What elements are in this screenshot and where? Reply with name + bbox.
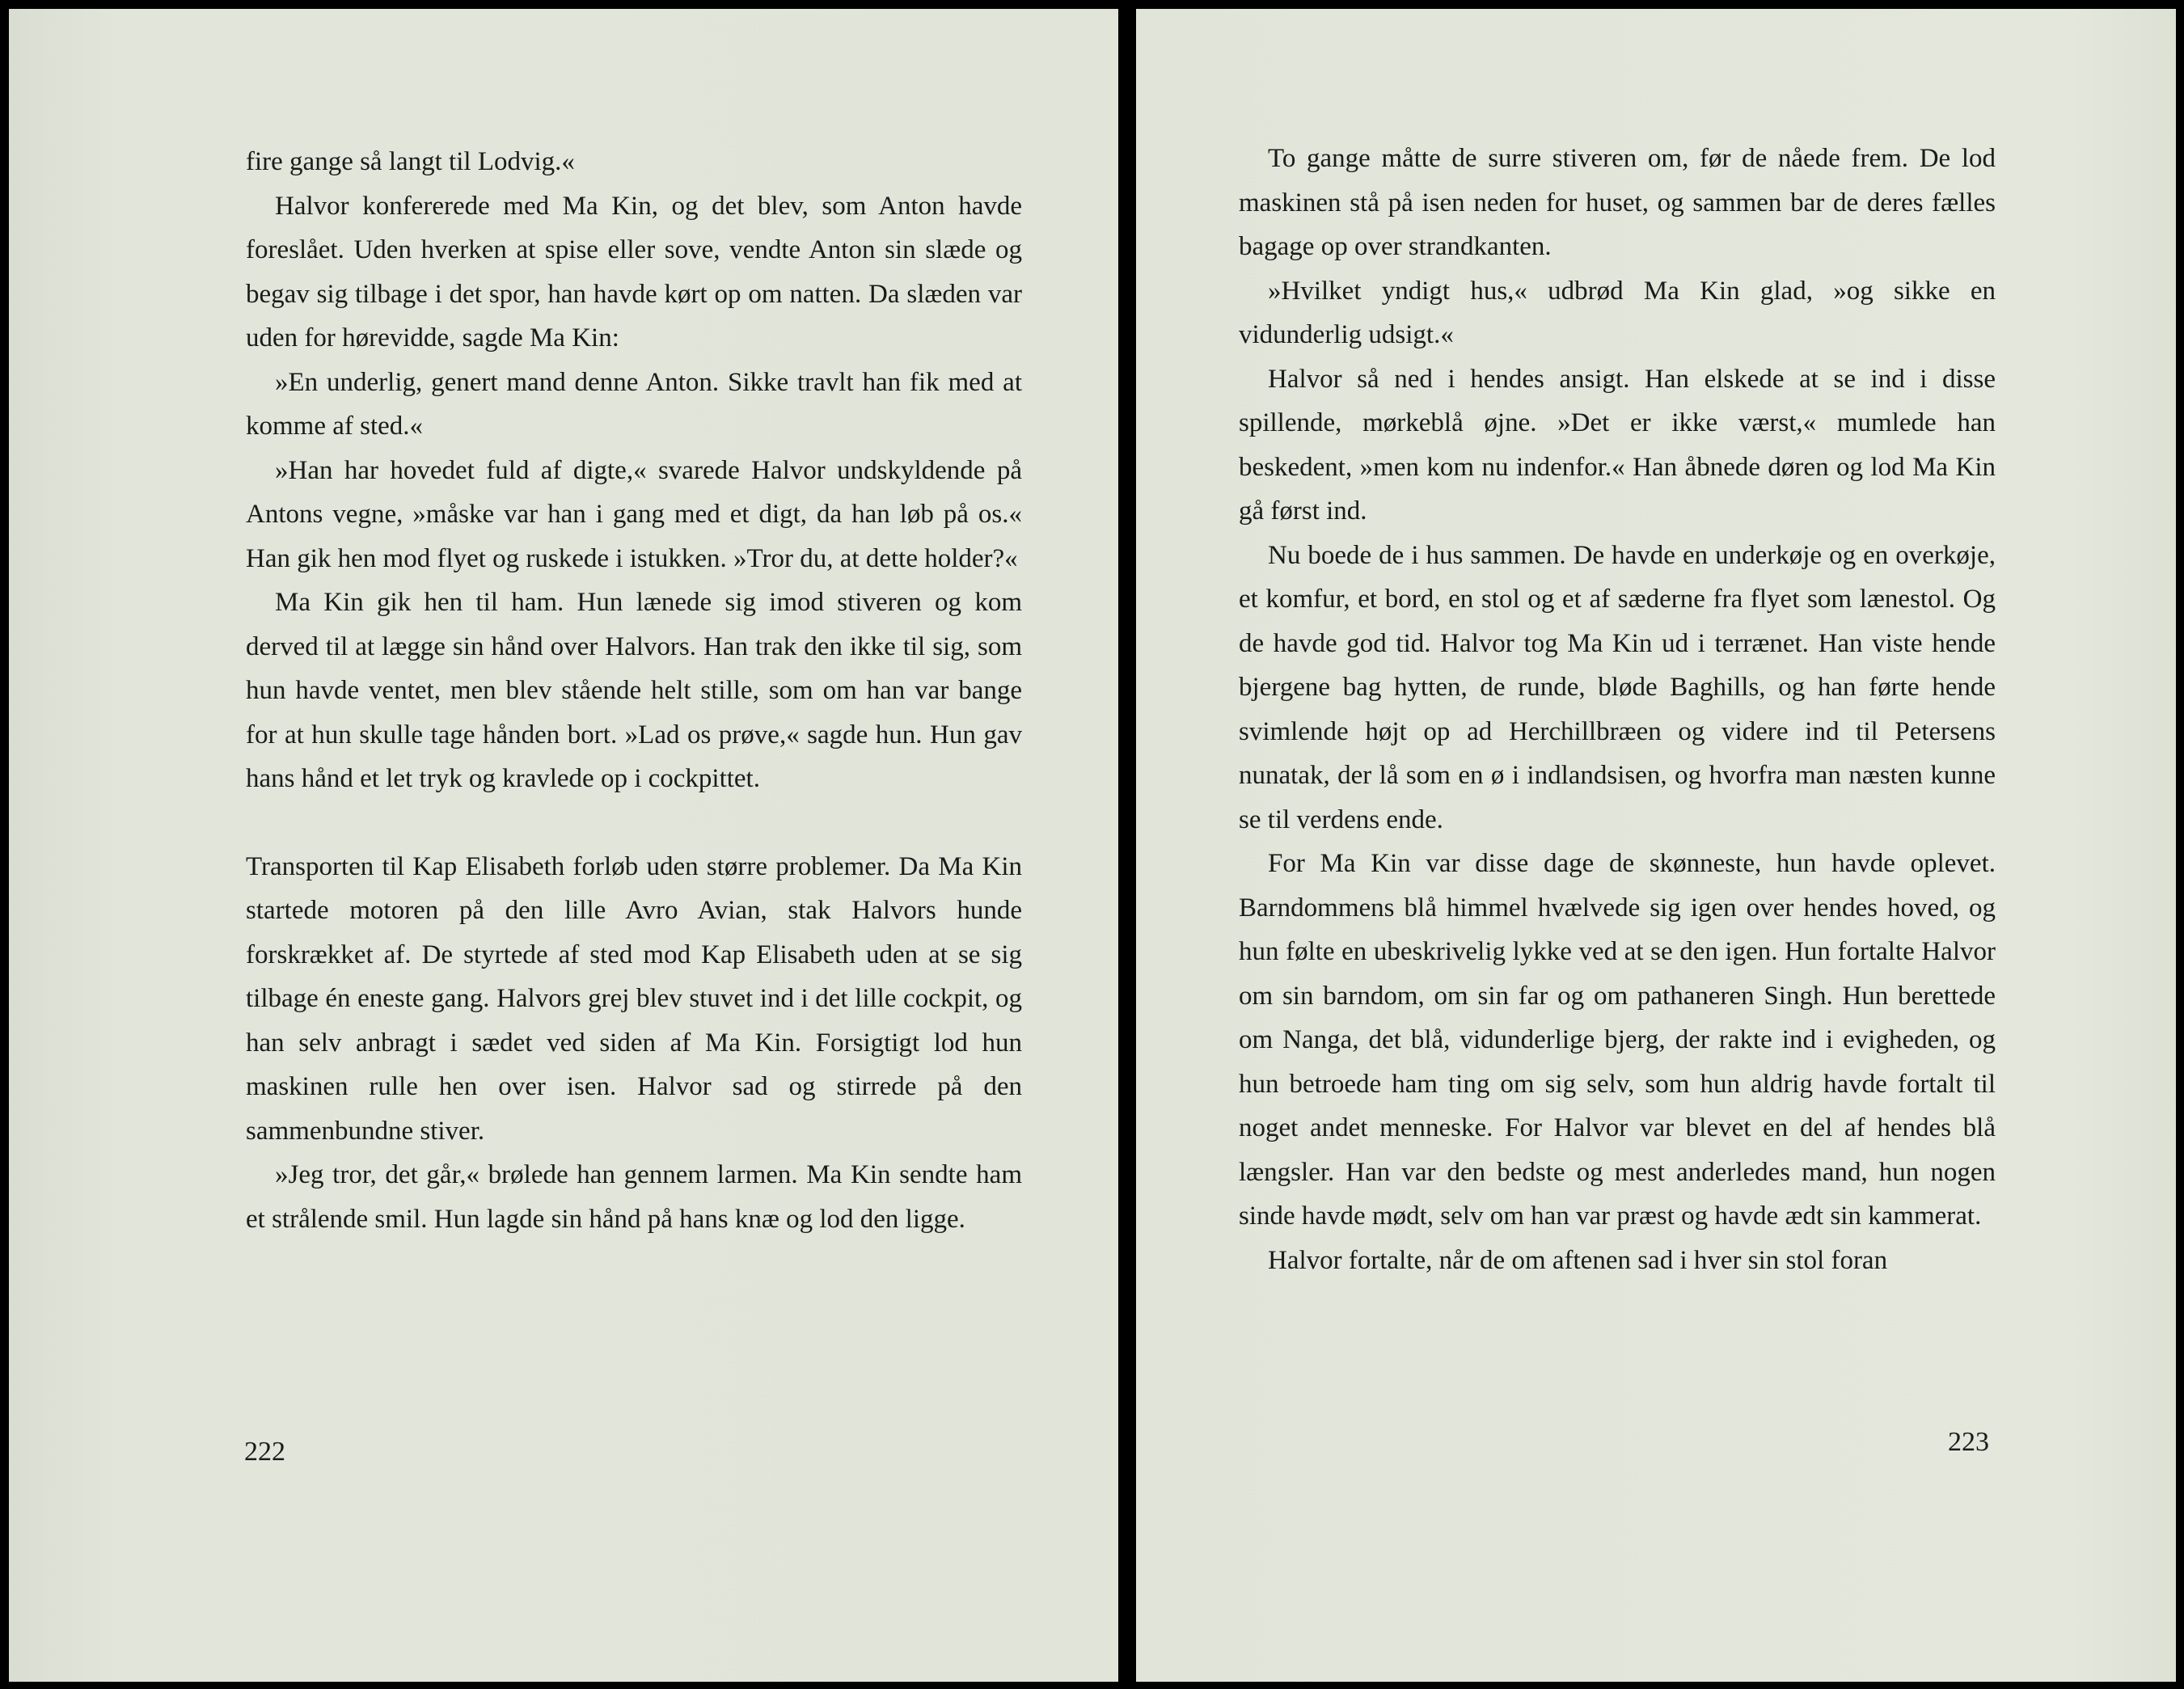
section-break [246, 801, 1022, 845]
page-number-right: 223 [1948, 1427, 1989, 1457]
right-paragraph-1: To gange måtte de surre stiveren om, før de nåede frem. De lod maskinen stå på isen neden for huset, og sammen bar de deres fælles bagage op over strandkanten. [1239, 144, 1996, 261]
left-paragraph-6: Transporten til Kap Elisabeth forløb uden større problemer. Da Ma Kin startede motoren på den lille Avro Avian, stak Halvors hunde forskrækket af. De styrtede af sted mod Kap Elisabeth uden at se sig tilbage én eneste gang. Halvors grej blev stuvet ind i det lille cockpit, og han selv anbragt i sædet ved siden af Ma Kin. Forsigtigt lod hun maskinen rulle hen over isen. Halvor sad og stirrede på den sammenbundne stiver. [246, 851, 1022, 1146]
right-paragraph-6: Halvor fortalte, når de om aftenen sad i hver sin stol foran [1268, 1245, 1888, 1275]
right-paragraph-2: »Hvilket yndigt hus,« udbrød Ma Kin glad, »og sikke en vidunderlig udsigt.« [1239, 276, 1996, 349]
left-page [9, 9, 1118, 1682]
left-paragraph-7: »Jeg tror, det går,« brølede han gennem larmen. Ma Kin sendte ham et strålende smil. Hun lagde sin hånd på hans knæ og lod den ligge. [246, 1160, 1022, 1234]
left-paragraph-4: »Han har hovedet fuld af digte,« svarede Halvor undskyldende på Antons vegne, »måske var han i gang med et digt, da han løb på os.« Han gik hen mod flyet og ruskede i istukken. »Tror du, at dette holder?« [246, 455, 1022, 573]
left-page-text [246, 140, 1022, 1241]
left-paragraph-1: fire gange så langt til Lodvig.« [246, 147, 575, 176]
left-paragraph-5: Ma Kin gik hen til ham. Hun lænede sig imod stiveren og kom derved til at lægge sin hånd over Halvors. Han trak den ikke til sig, som hun havde ventet, men blev stående helt stille, som om han var bange for at hun skulle tage hånden bort. »Lad os prøve,« sagde hun. Hun gav hans hånd et let tryk og kravlede op i cockpittet. [246, 588, 1022, 793]
page-number-left: 222 [244, 1437, 285, 1467]
left-paragraph-3: »En underlig, genert mand denne Anton. Sikke travlt han fik med at komme af sted.« [246, 367, 1022, 441]
right-page [1136, 9, 2176, 1682]
right-page-text [1239, 137, 1996, 1282]
right-paragraph-5: For Ma Kin var disse dage de skønneste, hun havde oplevet. Barndommens blå himmel hvælvede sig igen over hendes hoved, og hun følte en ubeskrivelig lykke ved at se den igen. Hun fortalte Halvor om sin barndom, om sin far og om pathaneren Singh. Hun berettede om Nanga, det blå, vidunderlige bjerg, der rakte ind i evigheden, og hun betroede ham ting om sig selv, som hun aldrig havde fortalt til noget andet menneske. For Halvor var blevet en del af hendes blå længsler. Han var den bedste og mest anderledes mand, hun nogen sinde havde mødt, selv om han var præst og havde ædt sin kammerat. [1239, 849, 1996, 1231]
right-paragraph-4: Nu boede de i hus sammen. De havde en underkøje og en overkøje, et komfur, et bord, en stol og et af sæderne fra flyet som lænestol. Og de havde god tid. Halvor tog Ma Kin ud i terrænet. Han viste hende bjergene bag hytten, de runde, bløde Baghills, og han førte hende svimlende højt op ad Herchillbræen og videre ind til Petersens nunatak, der lå som en ø i indlandsisen, og hvorfra man næsten kunne se til verdens ende. [1239, 540, 1996, 834]
left-paragraph-2: Halvor konfererede med Ma Kin, og det blev, som Anton havde foreslået. Uden hverken at spise eller sove, vendte Anton sin slæde og begav sig tilbage i det spor, han havde kørt op om natten. Da slæden var uden for hørevidde, sagde Ma Kin: [246, 191, 1022, 353]
right-paragraph-3: Halvor så ned i hendes ansigt. Han elskede at se ind i disse spillende, mørkeblå øjne. »Det er ikke værst,« mumlede han beskedent, »men kom nu indenfor.« Han åbnede døren og lod Ma Kin gå først ind. [1239, 364, 1996, 526]
